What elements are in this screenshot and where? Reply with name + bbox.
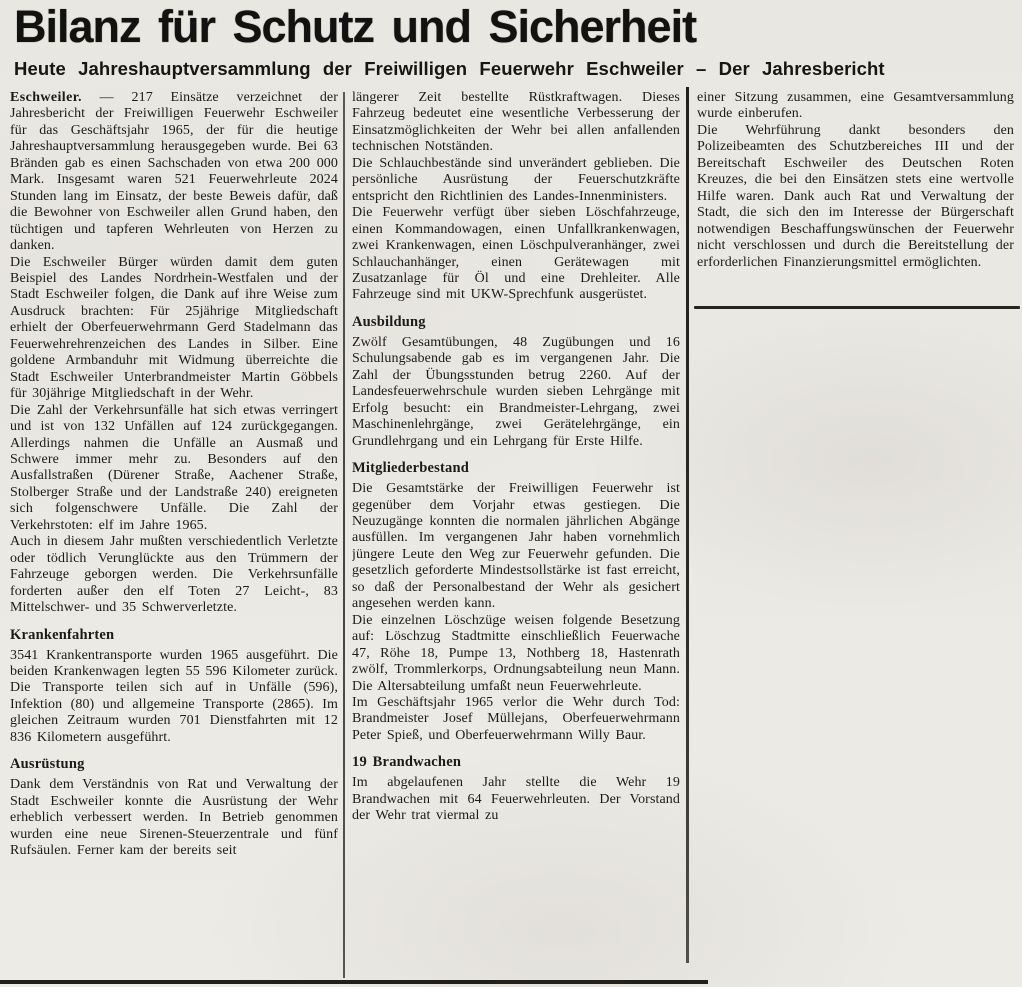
article-paragraph: Im Geschäftsjahr 1965 verlor die Wehr durch Tod: Brandmeister Josef Müllejans, Oberfeuerwehrmann Peter Spieß, und Oberfeuerwehrmann Willy Baur. [352, 694, 680, 743]
section-heading: Ausbildung [352, 313, 426, 330]
article-paragraph: Die Gesamtstärke der Freiwilligen Feuerwehr ist gegenüber dem Vorjahr etwas gestiegen. Die Neuzugänge konnten die normalen jährlichen Abgänge ausfüllen. Im vergangenen Jahr haben vornehmlich jüngere Leute den Weg zur Feuerwehr gefunden. Die gesetzlich geforderte Mindestsollstärke ist fast erreicht, so daß der Personalbestand der Wehr als gesichert angesehen werden kann. [352, 481, 680, 612]
section-heading: 19 Brandwachen [352, 754, 462, 771]
article-end-rule [694, 306, 1020, 309]
clipping-bottom-rule [0, 980, 708, 984]
headline: Bilanz für Schutz und Sicherheit [14, 1, 697, 52]
article-column-2 [352, 90, 680, 980]
article-paragraph: Die Eschweiler Bürger würden damit dem guten Beispiel des Landes Nordrhein-Westfalen und der Stadt Eschweiler folgen, die Dank auf ihre Weise zum Ausdruck brachten: Für 25jährige Mitgliedschaft erhielt der Oberfeuerwehrmann Gerd Stadelmann das Feuerwehrehrenzeichen des Landes in Silber. Eine goldene Armbanduhr mit Widmung überreichte die Stadt Eschweiler Unterbrandmeister Martin Göbbels für 30jährige Mitgliedschaft in der Wehr. [10, 254, 338, 402]
article-paragraph: einer Sitzung zusammen, eine Gesamtversammlung wurde einberufen. [697, 90, 1014, 122]
article-paragraph: Auch in diesem Jahr mußten verschiedentlich Verletzte oder tödlich Verunglückte aus den Trümmern der Fahrzeuge geborgen werden. Die Verkehrsunfälle forderten außer den elf Toten 27 Leicht-, 83 Mittelschwer- und 35 Schwerverletzte. [10, 534, 338, 616]
section-heading: Krankenfahrten [10, 626, 115, 643]
column-divider-rule-right [686, 87, 689, 963]
article-paragraph: Die einzelnen Löschzüge weisen folgende Besetzung auf: Löschzug Stadtmitte einschließlich Feuerwache 47, Röhe 18, Pumpe 13, Nothberg 18, Hastenrath zwölf, Trommlerkorps, Ordnungsabteilung neun Mann. Die Altersabteilung umfaßt neun Feuerwehrleute. [352, 612, 680, 694]
article-paragraph: 3541 Krankentransporte wurden 1965 ausgeführt. Die beiden Krankenwagen legten 55 596 Kilometer zurück. Die Transporte teilen sich auf in Unfälle (596), Infektion (80) und allgemeine Transporte (2865). Im gleichen Zeitraum wurden 701 Dienstfahrten mit 12 836 Kilometern ausgeführt. [10, 647, 338, 745]
article-paragraph: Die Feuerwehr verfügt über sieben Löschfahrzeuge, einen Kommandowagen, einen Unfallkrankenwagen, zwei Krankenwagen, einen Löschpulveranhänger, zwei Schlauchanhänger, einen Gerätewagen mit Zusatzanlage für Öl und eine Drehleiter. Alle Fahrzeuge sind mit UKW-Sprechfunk ausgerüstet. [352, 205, 680, 303]
article-paragraph: längerer Zeit bestellte Rüstkraftwagen. Dieses Fahrzeug bedeutet eine wesentliche Verbesserung der Einsatzmöglichkeiten der Wehr bei allen anfallenden technischen Notständen. [352, 90, 680, 155]
section-heading: Mitgliederbestand [352, 460, 469, 477]
article-paragraph: Dank dem Verständnis von Rat und Verwaltung der Stadt Eschweiler konnte die Ausrüstung der Wehr erheblich verbessert werden. In Betrieb genommen wurden eine neue Sirenen-Steuerzentrale und fünf Rufsäulen. Ferner kam der bereits seit [10, 777, 338, 859]
dateline: Eschweiler. [10, 90, 82, 105]
section-heading: Ausrüstung [10, 756, 85, 773]
subheadline: Heute Jahreshauptversammlung der Freiwilligen Feuerwehr Eschweiler – Der Jahresbericht [14, 58, 885, 79]
article-paragraph: Die Zahl der Verkehrsunfälle hat sich etwas verringert und ist von 132 Unfällen auf 124 zurückgegangen. Allerdings nahmen die Unfälle an Ausmaß und Schwere immer mehr zu. Besonders auf den Ausfallstraßen (Dürener Straße, Aachener Straße, Stolberger Straße und der Landstraße 240) ereigneten sich folgenschwere Unfälle. Die Zahl der Verkehrstoten: elf im Jahre 1965. [10, 402, 338, 533]
column-divider-rule-left [343, 92, 345, 978]
article-column-3 [697, 90, 1014, 980]
article-paragraph: Im abgelaufenen Jahr stellte die Wehr 19 Brandwachen mit 64 Feuerwehrleuten. Der Vorstand der Wehr trat viermal zu [352, 775, 680, 824]
lead-paragraph: Eschweiler. — 217 Einsätze verzeichnet der Jahresbericht der Freiwilligen Feuerwehr Eschweiler für das Geschäftsjahr 1965, der für die heutige Jahreshauptversammlung herausgegeben wurde. Bei 63 Bränden gab es einen Sachschaden von etwa 200 000 Mark. Insgesamt waren 521 Feuerwehrleute 2024 Stunden lang im Einsatz, der beste Beweis dafür, daß die Bewohner von Eschweiler allen Grund haben, den tüchtigen und tapferen Wehrleuten von Herzen zu danken. [10, 90, 338, 254]
article-paragraph: Die Schlauchbestände sind unverändert geblieben. Die persönliche Ausrüstung der Feuerschutzkräfte entspricht den Richtlinien des Landes-Innenministers. [352, 155, 680, 204]
article-column-1 [10, 90, 338, 980]
article-paragraph: Die Wehrführung dankt besonders den Polizeibeamten des Schutzbereiches III und der Bereitschaft Eschweiler des Deutschen Roten Kreuzes, die bei den Einsätzen stets eine wertvolle Hilfe waren. Dank auch Rat und Verwaltung der Stadt, die sich den im Interesse der Bürgerschaft notwendigen Beschaffungswünschen der Feuerwehr nicht verschlossen und durch die Bereitstellung der erforderlichen Finanzierungsmittel ermöglichten. [697, 122, 1014, 270]
article-paragraph: Zwölf Gesamtübungen, 48 Zugübungen und 16 Schulungsabende gab es im vergangenen Jahr. Die Zahl der Übungsstunden betrug 2260. Auf der Landesfeuerwehrschule wurden sieben Lehrgänge mit Erfolg besucht: ein Brandmeister-Lehrgang, zwei Maschinenlehrgänge, zwei Gerätelehrgänge, ein Grundlehrgang und ein Lehrgang für Erste Hilfe. [352, 334, 680, 449]
